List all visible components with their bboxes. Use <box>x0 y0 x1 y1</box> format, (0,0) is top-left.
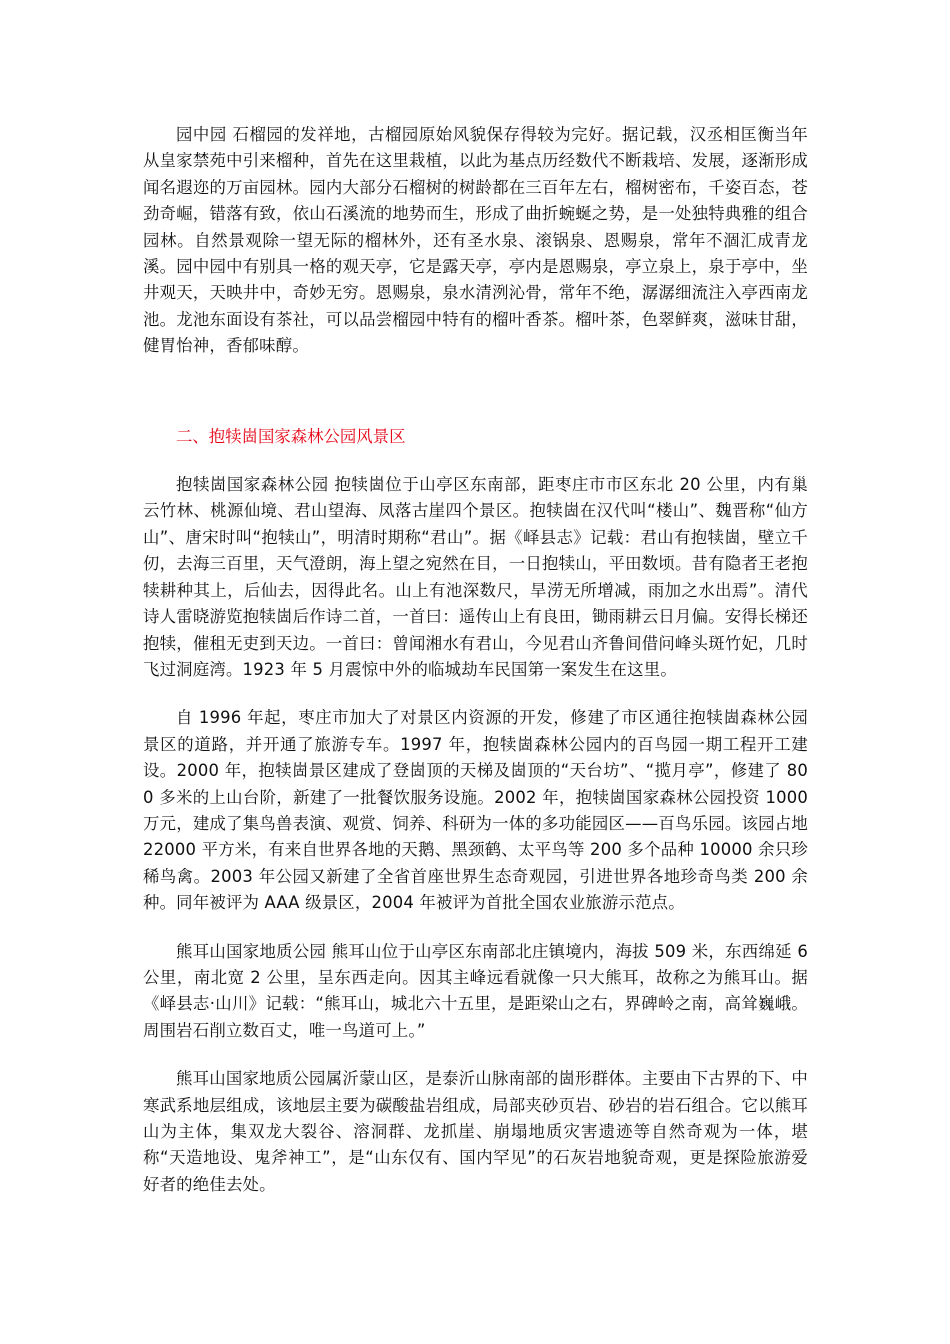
section-heading: 二、抱犊崮国家森林公园风景区 <box>176 426 406 446</box>
heading-spacer <box>143 450 808 472</box>
paragraph-spacer <box>143 1044 808 1066</box>
paragraph-baodugu-park: 抱犊崮国家森林公园 抱犊崮位于山亭区东南部，距枣庄市市区东北 20 公里，内有巢云竹林、桃源仙境、君山望海、凤落古崖四个景区。抱犊崮在汉代叫“楼山”、魏晋称“仙方山”、唐宋时叫“抱犊山”，明清时期称“君山”。据《峄县志》记载：君山有抱犊崮，壁立千仞，去海三百里，天气澄朗，海上望之宛然在目，一日抱犊山，平田数顷。昔有隐者王老抱犊耕种其上，后仙去，因得此名。山上有池深数尺，旱涝无所增减，雨加之水出焉”。清代诗人雷晓游览抱犊崮后作诗二首，一首曰：遥传山上有良田，锄雨耕云日月偏。安得长梯还抱犊，催租无吏到天边。一首曰：曾闻湘水有君山，今见君山齐鲁间借问峰头斑竹妃，几时飞过洞庭湾。1923 年 5 月震惊中外的临城劫车民国第一案发生在这里。 <box>143 475 808 679</box>
paragraph-xionger-mountain: 熊耳山国家地质公园 熊耳山位于山亭区东南部北庄镇境内，海拔 509 米，东西绵延 6 公里，南北宽 2 公里，呈东西走向。因其主峰远看就像一只大熊耳，故称之为熊耳山。据《峄县志·山川》记载：“熊耳山，城北六十五里，是距梁山之右，界碑岭之南，高耸巍峨。周围岩石削立数百丈，唯一鸟道可上。” <box>143 941 808 1040</box>
paragraph-spacer <box>143 917 808 939</box>
paragraph-pomegranate-garden: 园中园 石榴园的发祥地，古榴园原始风貌保存得较为完好。据记载，汉丞相匡衡当年从皇家禁苑中引来榴种，首先在这里栽植，以此为基点历经数代不断栽培、发展，逐渐形成闻名遐迩的万亩园林。园内大部分石榴树的树龄都在三百年左右，榴树密布，千姿百态，苍劲奇崛，错落有致，依山石溪流的地势而生，形成了曲折蜿蜒之势，是一处独特典雅的组合园林。自然景观除一望无际的榴林外，还有圣水泉、滚锅泉、恩赐泉，常年不涸汇成青龙溪。园中园中有别具一格的观天亭，它是露天亭，亭内是恩赐泉，亭立泉上，泉于亭中，坐井观天，天映井中，奇妙无穷。恩赐泉，泉水清洌沁骨，常年不绝，潺潺细流注入亭西南龙池。龙池东面设有茶社，可以品尝榴园中特有的榴叶香茶。榴叶茶，色翠鲜爽，滋味甘甜，健胃怡神，香郁味醇。 <box>143 125 808 356</box>
paragraph-xionger-geology: 熊耳山国家地质公园属沂蒙山区，是泰沂山脉南部的崮形群体。主要由下古界的下、中寒武系地层组成，该地层主要为碳酸盐岩组成，局部夹砂页岩、砂岩的岩石组合。它以熊耳山为主体，集双龙大裂谷、溶洞群、龙抓崖、崩塌地质灾害遗迹等自然奇观为一体，堪称“天造地设、鬼斧神工”，是“山东仅有、国内罕见”的石灰岩地貌奇观，更是探险旅游爱好者的绝佳去处。 <box>143 1069 808 1194</box>
paragraph-development-history: 自 1996 年起，枣庄市加大了对景区内资源的开发，修建了市区通往抱犊崮森林公园景区的道路，并开通了旅游专车。1997 年，抱犊崮森林公园内的百鸟园一期工程开工建设。2000 年，抱犊崮景区建成了登崮顶的天梯及崮顶的“天台坊”、“揽月亭”，修建了 800 多米的上山台阶，新建了一批餐饮服务设施。2002 年，抱犊崮国家森林公园投资 1000 万元，建成了集鸟兽表演、观赏、饲养、科研为一体的多功能园区——百鸟乐园。该园占地 22000 平方米，有来自世界各地的天鹅、黑颈鹤、太平鸟等 200 多个品种 10000 余只珍稀鸟禽。2003 年公园又新建了全省首座世界生态奇观园，引进世界各地珍奇鸟类 200 余种。同年被评为 AAA 级景区，2004 年被评为首批全国农业旅游示范点。 <box>143 708 808 913</box>
paragraph-spacer <box>143 683 808 705</box>
document-page <box>143 122 808 1198</box>
section-spacer <box>143 360 808 424</box>
